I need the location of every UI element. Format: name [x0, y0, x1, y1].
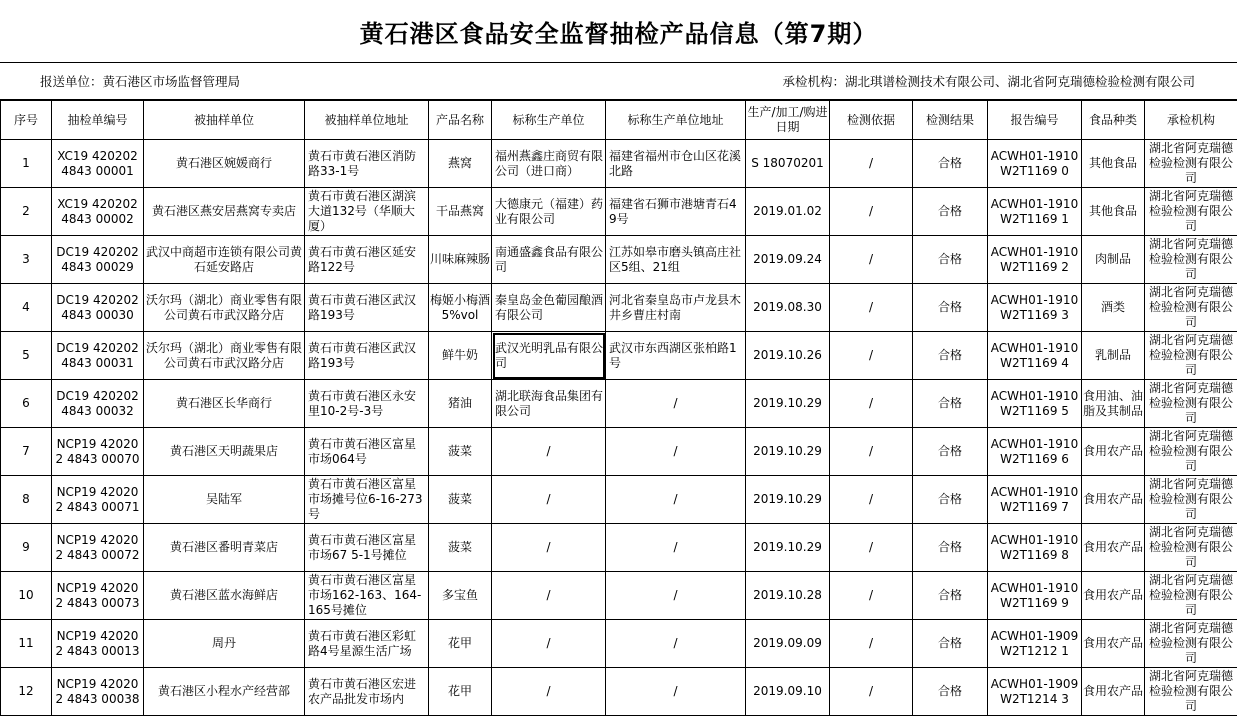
- cell-report-number[interactable]: ACWH01-1909W2T1214 3: [988, 668, 1082, 716]
- cell-manufacturer[interactable]: /: [492, 428, 606, 476]
- cell-production-date[interactable]: 2019.09.24: [746, 236, 830, 284]
- cell-sampled-unit[interactable]: 沃尔玛（湖北）商业零售有限公司黄石市武汉路分店: [144, 332, 305, 380]
- cell-manufacturer[interactable]: 大德康元（福建）药业有限公司: [492, 188, 606, 236]
- cell-seq[interactable]: 4: [1, 284, 52, 332]
- cell-product-name[interactable]: 多宝鱼: [429, 572, 492, 620]
- cell-seq[interactable]: 6: [1, 380, 52, 428]
- cell-manufacturer[interactable]: /: [492, 620, 606, 668]
- cell-product-name[interactable]: 菠菜: [429, 476, 492, 524]
- header-manufacturer-address[interactable]: 标称生产单位地址: [606, 101, 746, 140]
- cell-product-name[interactable]: 燕窝: [429, 140, 492, 188]
- cell-manufacturer-address[interactable]: /: [606, 620, 746, 668]
- cell-manufacturer-address[interactable]: /: [606, 476, 746, 524]
- cell-product-name[interactable]: 菠菜: [429, 428, 492, 476]
- cell-testing-institution[interactable]: 湖北省阿克瑞德检验检测有限公司: [1145, 284, 1237, 332]
- cell-product-name[interactable]: 猪油: [429, 380, 492, 428]
- cell-sample-id[interactable]: DC19 420202 4843 00030: [52, 284, 144, 332]
- header-manufacturer[interactable]: 标称生产单位: [492, 101, 606, 140]
- cell-sample-id[interactable]: DC19 420202 4843 00032: [52, 380, 144, 428]
- cell-seq[interactable]: 7: [1, 428, 52, 476]
- table-row: [1, 572, 1237, 620]
- cell-product-name[interactable]: 花甲: [429, 620, 492, 668]
- cell-sampled-unit[interactable]: 周丹: [144, 620, 305, 668]
- cell-seq[interactable]: 8: [1, 476, 52, 524]
- meta-row: [0, 63, 1237, 100]
- cell-seq[interactable]: 3: [1, 236, 52, 284]
- cell-production-date[interactable]: 2019.08.30: [746, 284, 830, 332]
- cell-production-date[interactable]: 2019.10.29: [746, 428, 830, 476]
- cell-sample-id[interactable]: XC19 420202 4843 00001: [52, 140, 144, 188]
- cell-manufacturer-address[interactable]: /: [606, 668, 746, 716]
- cell-food-category[interactable]: 食用农产品: [1082, 620, 1145, 668]
- cell-testing-institution[interactable]: 湖北省阿克瑞德检验检测有限公司: [1145, 236, 1237, 284]
- table-row: [1, 428, 1237, 476]
- cell-manufacturer-address[interactable]: 福建省福州市仓山区花溪北路: [606, 140, 746, 188]
- cell-test-basis[interactable]: /: [830, 188, 913, 236]
- cell-product-name[interactable]: 川味麻辣肠: [429, 236, 492, 284]
- cell-test-basis[interactable]: /: [830, 140, 913, 188]
- cell-manufacturer-address[interactable]: 江苏如皋市磨头镇高庄社区5组、21组: [606, 236, 746, 284]
- cell-food-category[interactable]: 乳制品: [1082, 332, 1145, 380]
- cell-test-basis[interactable]: /: [830, 524, 913, 572]
- cell-testing-institution[interactable]: 湖北省阿克瑞德检验检测有限公司: [1145, 140, 1237, 188]
- cell-production-date[interactable]: 2019.09.09: [746, 620, 830, 668]
- document-title: 黄石港区食品安全监督抽检产品信息（第7期）: [0, 0, 1237, 63]
- cell-report-number[interactable]: ACWH01-1910W2T1169 6: [988, 428, 1082, 476]
- cell-product-name[interactable]: 花甲: [429, 668, 492, 716]
- cell-sample-id[interactable]: NCP19 420202 4843 00073: [52, 572, 144, 620]
- cell-manufacturer[interactable]: /: [492, 476, 606, 524]
- cell-manufacturer[interactable]: /: [492, 572, 606, 620]
- cell-product-name[interactable]: 梅姬小梅酒5%vol: [429, 284, 492, 332]
- cell-sample-id[interactable]: DC19 420202 4843 00031: [52, 332, 144, 380]
- cell-test-result[interactable]: 合格: [913, 668, 988, 716]
- cell-sampled-unit[interactable]: 黄石港区天明蔬果店: [144, 428, 305, 476]
- cell-sampled-unit[interactable]: 黄石港区番明青菜店: [144, 524, 305, 572]
- header-test-basis[interactable]: 检测依据: [830, 101, 913, 140]
- cell-testing-institution[interactable]: 湖北省阿克瑞德检验检测有限公司: [1145, 380, 1237, 428]
- cell-manufacturer-address[interactable]: 福建省石狮市港塘青石49号: [606, 188, 746, 236]
- cell-product-name[interactable]: 鲜牛奶: [429, 332, 492, 380]
- header-test-result[interactable]: 检测结果: [913, 101, 988, 140]
- cell-test-basis[interactable]: /: [830, 428, 913, 476]
- cell-production-date[interactable]: 2019.01.02: [746, 188, 830, 236]
- cell-manufacturer[interactable]: /: [492, 524, 606, 572]
- cell-report-number[interactable]: ACWH01-1910W2T1169 0: [988, 140, 1082, 188]
- cell-test-result[interactable]: 合格: [913, 284, 988, 332]
- cell-test-result[interactable]: 合格: [913, 476, 988, 524]
- cell-test-result[interactable]: 合格: [913, 380, 988, 428]
- cell-test-basis[interactable]: /: [830, 476, 913, 524]
- header-row: [1, 101, 1237, 140]
- cell-testing-institution[interactable]: 湖北省阿克瑞德检验检测有限公司: [1145, 524, 1237, 572]
- cell-test-result[interactable]: 合格: [913, 524, 988, 572]
- cell-production-date[interactable]: 2019.10.29: [746, 380, 830, 428]
- cell-sample-id[interactable]: NCP19 420202 4843 00070: [52, 428, 144, 476]
- table-row: [1, 284, 1237, 332]
- cell-test-basis[interactable]: /: [830, 236, 913, 284]
- testing-institutions: 承检机构：湖北琪谱检测技术有限公司、湖北省阿克瑞德检验检测有限公司: [782, 74, 1195, 89]
- cell-production-date[interactable]: 2019.10.28: [746, 572, 830, 620]
- cell-sampled-address[interactable]: 黄石市黄石港区宏进农产品批发市场内: [305, 668, 429, 716]
- cell-test-result[interactable]: 合格: [913, 428, 988, 476]
- cell-seq[interactable]: 2: [1, 188, 52, 236]
- cell-report-number[interactable]: ACWH01-1910W2T1169 8: [988, 524, 1082, 572]
- cell-test-basis[interactable]: /: [830, 284, 913, 332]
- cell-sampled-unit[interactable]: 吴陆军: [144, 476, 305, 524]
- cell-sample-id[interactable]: DC19 420202 4843 00029: [52, 236, 144, 284]
- cell-seq[interactable]: 12: [1, 668, 52, 716]
- cell-testing-institution[interactable]: 湖北省阿克瑞德检验检测有限公司: [1145, 428, 1237, 476]
- cell-test-result[interactable]: 合格: [913, 236, 988, 284]
- table-row: [1, 140, 1237, 188]
- cell-sampled-unit[interactable]: 武汉中商超市连锁有限公司黄石延安路店: [144, 236, 305, 284]
- cell-test-basis[interactable]: /: [830, 620, 913, 668]
- cell-manufacturer-address[interactable]: /: [606, 572, 746, 620]
- cell-food-category[interactable]: 食用农产品: [1082, 524, 1145, 572]
- cell-sample-id[interactable]: XC19 420202 4843 00002: [52, 188, 144, 236]
- cell-manufacturer-address[interactable]: /: [606, 524, 746, 572]
- cell-sampled-address[interactable]: 黄石市黄石港区消防路33-1号: [305, 140, 429, 188]
- cell-report-number[interactable]: ACWH01-1910W2T1169 3: [988, 284, 1082, 332]
- cell-manufacturer[interactable]: 武汉光明乳品有限公司: [492, 332, 606, 380]
- cell-manufacturer-address[interactable]: /: [606, 380, 746, 428]
- cell-test-result[interactable]: 合格: [913, 572, 988, 620]
- header-production-date[interactable]: 生产/加工/购进日期: [746, 101, 830, 140]
- cell-food-category[interactable]: 食用农产品: [1082, 668, 1145, 716]
- cell-manufacturer[interactable]: /: [492, 668, 606, 716]
- cell-food-category[interactable]: 食用农产品: [1082, 428, 1145, 476]
- cell-food-category[interactable]: 酒类: [1082, 284, 1145, 332]
- cell-sample-id[interactable]: NCP19 420202 4843 00013: [52, 620, 144, 668]
- cell-manufacturer-address[interactable]: 武汉市东西湖区张柏路1号: [606, 332, 746, 380]
- header-food-category[interactable]: 食品种类: [1082, 101, 1145, 140]
- cell-sampled-address[interactable]: 黄石市黄石港区富星市场064号: [305, 428, 429, 476]
- cell-production-date[interactable]: 2019.10.29: [746, 476, 830, 524]
- cell-seq[interactable]: 10: [1, 572, 52, 620]
- cell-production-date[interactable]: 2019.10.26: [746, 332, 830, 380]
- cell-report-number[interactable]: ACWH01-1909W2T1212 1: [988, 620, 1082, 668]
- cell-sample-id[interactable]: NCP19 420202 4843 00072: [52, 524, 144, 572]
- cell-test-basis[interactable]: /: [830, 332, 913, 380]
- cell-testing-institution[interactable]: 湖北省阿克瑞德检验检测有限公司: [1145, 620, 1237, 668]
- cell-testing-institution[interactable]: 湖北省阿克瑞德检验检测有限公司: [1145, 476, 1237, 524]
- cell-testing-institution[interactable]: 湖北省阿克瑞德检验检测有限公司: [1145, 332, 1237, 380]
- cell-manufacturer[interactable]: 南通盛鑫食品有限公司: [492, 236, 606, 284]
- sender-unit: 报送单位：黄石港区市场监督管理局: [40, 74, 241, 89]
- cell-sampled-address[interactable]: 黄石市黄石港区武汉路193号: [305, 284, 429, 332]
- cell-testing-institution[interactable]: 湖北省阿克瑞德检验检测有限公司: [1145, 188, 1237, 236]
- cell-sampled-unit[interactable]: 沃尔玛（湖北）商业零售有限公司黄石市武汉路分店: [144, 284, 305, 332]
- cell-food-category[interactable]: 食用农产品: [1082, 572, 1145, 620]
- cell-production-date[interactable]: 2019.09.10: [746, 668, 830, 716]
- table-row: [1, 476, 1237, 524]
- header-sampled-unit[interactable]: 被抽样单位: [144, 101, 305, 140]
- cell-sampled-unit[interactable]: 黄石港区婉媛商行: [144, 140, 305, 188]
- cell-food-category[interactable]: 肉制品: [1082, 236, 1145, 284]
- cell-test-basis[interactable]: /: [830, 572, 913, 620]
- cell-test-result[interactable]: 合格: [913, 620, 988, 668]
- cell-test-result[interactable]: 合格: [913, 140, 988, 188]
- cell-production-date[interactable]: S 18070201: [746, 140, 830, 188]
- cell-report-number[interactable]: ACWH01-1910W2T1169 9: [988, 572, 1082, 620]
- cell-manufacturer[interactable]: 湖北联海食品集团有限公司: [492, 380, 606, 428]
- cell-sampled-address[interactable]: 黄石市黄石港区延安路122号: [305, 236, 429, 284]
- cell-report-number[interactable]: ACWH01-1910W2T1169 1: [988, 188, 1082, 236]
- header-sample-id[interactable]: 抽检单编号: [52, 101, 144, 140]
- cell-sampled-address[interactable]: 黄石市黄石港区彩虹路4号星源生活广场: [305, 620, 429, 668]
- cell-sampled-address[interactable]: 黄石市黄石港区武汉路193号: [305, 332, 429, 380]
- header-report-number[interactable]: 报告编号: [988, 101, 1082, 140]
- cell-product-name[interactable]: 干品燕窝: [429, 188, 492, 236]
- inspection-table: [0, 100, 1237, 716]
- table-row: [1, 668, 1237, 716]
- cell-sampled-address[interactable]: 黄石市黄石港区富星市场162-163、164-165号摊位: [305, 572, 429, 620]
- header-product-name[interactable]: 产品名称: [429, 101, 492, 140]
- cell-production-date[interactable]: 2019.10.29: [746, 524, 830, 572]
- cell-sampled-unit[interactable]: 黄石港区小程水产经营部: [144, 668, 305, 716]
- cell-sample-id[interactable]: NCP19 420202 4843 00038: [52, 668, 144, 716]
- cell-food-category[interactable]: 其他食品: [1082, 140, 1145, 188]
- cell-test-basis[interactable]: /: [830, 668, 913, 716]
- cell-sample-id[interactable]: NCP19 420202 4843 00071: [52, 476, 144, 524]
- cell-report-number[interactable]: ACWH01-1910W2T1169 2: [988, 236, 1082, 284]
- cell-sampled-address[interactable]: 黄石市黄石港区富星市场67 5-1号摊位: [305, 524, 429, 572]
- table-row: [1, 332, 1237, 380]
- cell-seq[interactable]: 11: [1, 620, 52, 668]
- table-row: [1, 236, 1237, 284]
- cell-sampled-address[interactable]: 黄石市黄石港区湖滨大道132号（华顺大厦）: [305, 188, 429, 236]
- header-seq[interactable]: 序号: [1, 101, 52, 140]
- cell-sampled-address[interactable]: 黄石市黄石港区富星市场摊号位6-16-273号: [305, 476, 429, 524]
- cell-sampled-unit[interactable]: 黄石港区蓝水海鲜店: [144, 572, 305, 620]
- table-row: [1, 188, 1237, 236]
- cell-food-category[interactable]: 其他食品: [1082, 188, 1145, 236]
- header-sampled-address[interactable]: 被抽样单位地址: [305, 101, 429, 140]
- cell-test-result[interactable]: 合格: [913, 332, 988, 380]
- table-row: [1, 524, 1237, 572]
- cell-sampled-unit[interactable]: 黄石港区长华商行: [144, 380, 305, 428]
- cell-manufacturer[interactable]: 福州燕鑫庄商贸有限公司（进口商）: [492, 140, 606, 188]
- cell-testing-institution[interactable]: 湖北省阿克瑞德检验检测有限公司: [1145, 572, 1237, 620]
- cell-product-name[interactable]: 菠菜: [429, 524, 492, 572]
- cell-manufacturer[interactable]: 秦皇岛金色葡园酿酒有限公司: [492, 284, 606, 332]
- cell-report-number[interactable]: ACWH01-1910W2T1169 4: [988, 332, 1082, 380]
- cell-testing-institution[interactable]: 湖北省阿克瑞德检验检测有限公司: [1145, 668, 1237, 716]
- cell-seq[interactable]: 5: [1, 332, 52, 380]
- cell-sampled-unit[interactable]: 黄石港区燕安居燕窝专卖店: [144, 188, 305, 236]
- cell-manufacturer-address[interactable]: /: [606, 428, 746, 476]
- cell-seq[interactable]: 1: [1, 140, 52, 188]
- table-row: [1, 620, 1237, 668]
- cell-seq[interactable]: 9: [1, 524, 52, 572]
- cell-report-number[interactable]: ACWH01-1910W2T1169 5: [988, 380, 1082, 428]
- cell-sampled-address[interactable]: 黄石市黄石港区永安里10-2号-3号: [305, 380, 429, 428]
- cell-food-category[interactable]: 食用农产品: [1082, 476, 1145, 524]
- header-testing-institution[interactable]: 承检机构: [1145, 101, 1237, 140]
- cell-test-result[interactable]: 合格: [913, 188, 988, 236]
- cell-manufacturer-address[interactable]: 河北省秦皇岛市卢龙县木井乡曹庄村南: [606, 284, 746, 332]
- cell-food-category[interactable]: 食用油、油脂及其制品: [1082, 380, 1145, 428]
- cell-test-basis[interactable]: /: [830, 380, 913, 428]
- table-row: [1, 380, 1237, 428]
- cell-report-number[interactable]: ACWH01-1910W2T1169 7: [988, 476, 1082, 524]
